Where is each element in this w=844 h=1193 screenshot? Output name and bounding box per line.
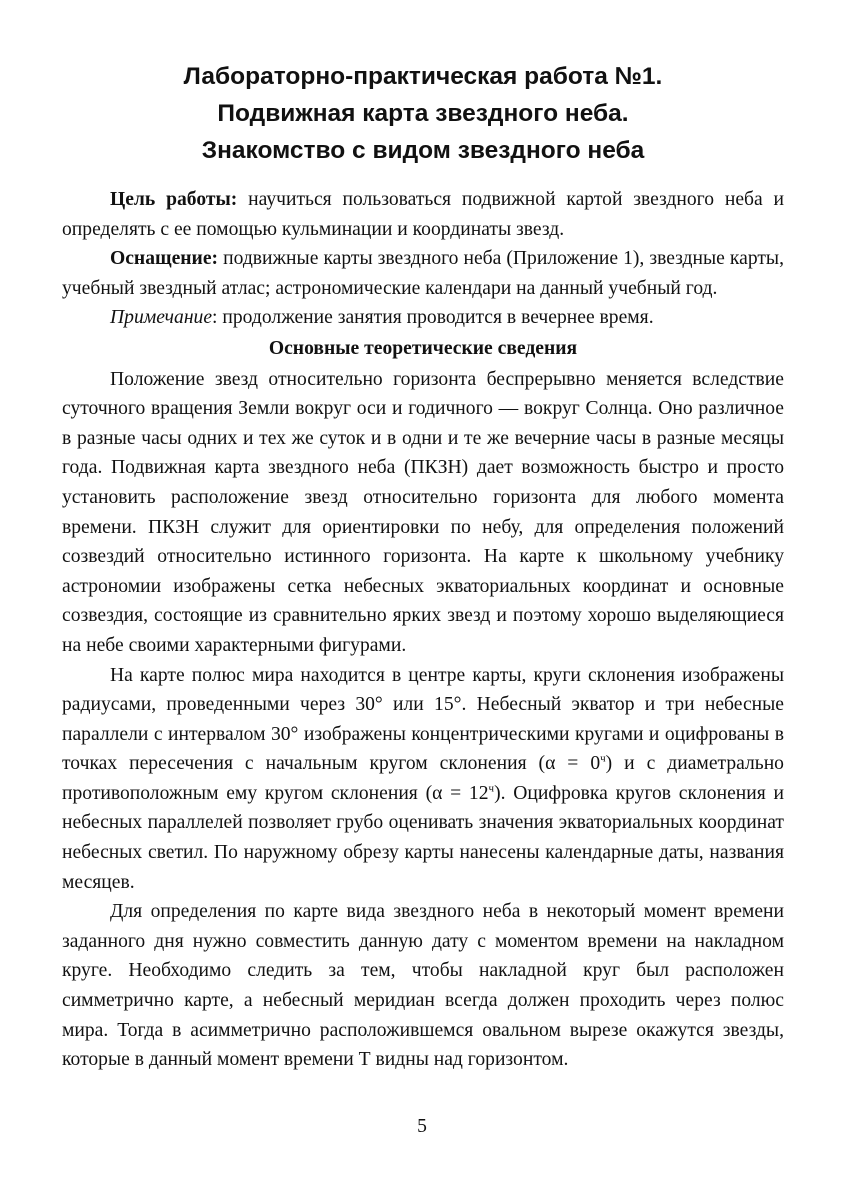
goal-label: Цель работы:	[110, 189, 238, 210]
title-line-3: Знакомство с видом звездного неба	[201, 137, 645, 164]
note-text: : продолжение занятия проводится в вечернее время.	[212, 307, 654, 329]
body-paragraph-2	[62, 661, 784, 898]
goal-text: научиться пользоваться подвижной картой звездного неба и определять с ее помощью кульминации и координаты звезд.	[62, 189, 784, 240]
title-line-2: Подвижная карта звездного неба.	[217, 100, 629, 127]
equipment-label: Оснащение:	[110, 248, 219, 270]
note-paragraph	[62, 303, 784, 333]
hour-superscript-2: ч	[488, 782, 495, 795]
document-page	[62, 58, 784, 1075]
goal-paragraph	[62, 185, 784, 244]
page-title	[62, 58, 784, 169]
body-paragraph-1: Положение звезд относительно горизонта беспрерывно меняется вследствие суточного вращения Земли вокруг оси и годичного — вокруг Солнца. Оно различное в разные часы одних и тех же суток и в одни и те же вечерние часы в разные месяцы года. Подвижная карта звездного неба (ПКЗН) дает возможность быстро и просто установить расположение звезд относительно горизонта для любого момента времени. ПКЗН служит для ориентировки по небу, для определения положений созвездий относительно истинного горизонта. На карте к школьному учебнику астрономии изображены сетка небесных экваториальных координат и основные созвездия, состоящие из сравнительно ярких звезд и поэтому хорошо выделяющиеся на небе своими характерными фигурами.	[62, 368, 784, 656]
body-paragraph-3: Для определения по карте вида звездного неба в некоторый момент времени заданного дня нужно совместить данную дату с моментом времени на накладном круге. Необходимо следить за тем, чтобы накладной круг был расположен симметрично карте, а небесный меридиан всегда должен проходить через полюс мира. Тогда в асимметрично расположившемся овальном вырезе окажутся звезды, которые в данный момент времени Т видны над горизонтом.	[62, 901, 784, 1071]
note-label: Примечание	[110, 307, 213, 329]
page-number: 5	[417, 1116, 427, 1137]
section-heading: Основные теоретические сведения	[268, 337, 578, 359]
paragraph-2-part-1: На карте полюс мира находится в центре карты, круги склонения изображены радиусами, проведенными через 30° или 15°. Небесный экватор и три небесные параллели с интервалом 30° изображены концентрическими кругами и оцифрованы в точках пересечения с начальным кругом склонения (α = 0	[62, 664, 784, 775]
equipment-text: подвижные карты звездного неба (Приложение 1), звездные карты, учебный звездный атлас; астрономические календари на данный учебный год.	[62, 248, 784, 299]
title-line-1: Лабораторно-практическая работа №1.	[183, 63, 663, 90]
equipment-paragraph	[62, 244, 784, 303]
hour-superscript-1: ч	[600, 752, 606, 765]
paragraph-2-part-3: ). Оцифровка кругов склонения и небесных параллелей позволяет грубо оценивать значения экваториальных координат небесных светил. По наружному обрезу карты нанесены календарные даты, названия месяцев.	[62, 782, 784, 893]
paragraph-2-part-2: ) и с диаметрально противоположным ему кругом склонения (α = 12	[62, 753, 784, 804]
